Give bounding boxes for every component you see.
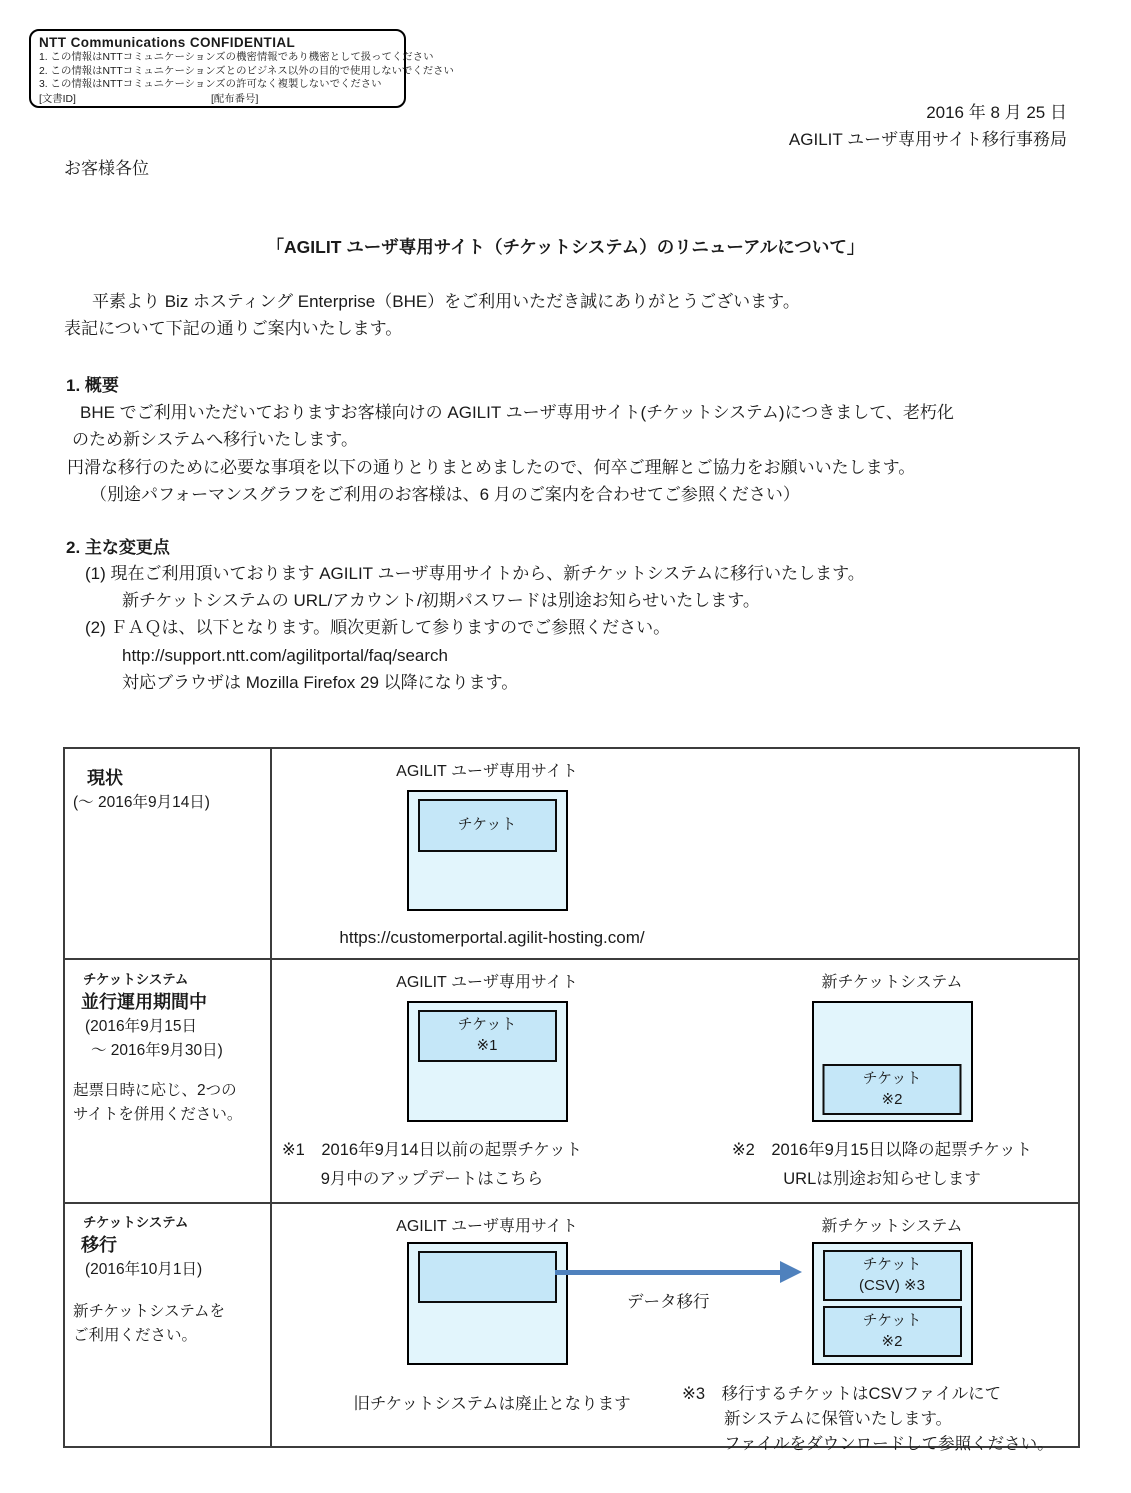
confidential-box — [29, 29, 454, 108]
intro-line-2: 表記について下記の通りご案内いたします。 — [64, 319, 403, 338]
table-row-parallel — [65, 958, 1078, 1202]
row2-new-ticket-line1: チケット — [862, 1069, 922, 1087]
row3-label-line1: チケットシステム — [83, 1215, 189, 1230]
row3-label-cell — [65, 1204, 272, 1446]
section1-line-3: 円滑な移行のために必要な事項を以下の通りとりまとめましたので、何卒ご理解とご協力をお願いいたします。 — [67, 457, 916, 477]
date-text: 2016 年 8 月 25 日 — [926, 103, 1067, 122]
row2-old-ticket-line1: チケット — [457, 1016, 517, 1034]
row2-new-system-diagram — [731, 972, 1033, 1194]
row3-csv-ticket-box — [823, 1250, 962, 1301]
row3-content-cell — [272, 1204, 1078, 1453]
row2-old-site-diagram — [281, 972, 602, 1194]
row2-content-cell — [272, 960, 1078, 1202]
row3-note3 — [682, 1382, 1054, 1457]
migration-table — [63, 747, 1080, 1453]
section2-item1-line1: (1) 現在ご利用頂いております AGILIT ユーザ専用サイトから、新チケットシステムに移行いたします。 — [85, 564, 865, 583]
row3-label-note2: ご利用ください。 — [73, 1327, 198, 1344]
row2-label-note1: 起票日時に応じ、2つの — [73, 1082, 237, 1099]
row2-new-caption-line1: ※2 2016年9月15日以降の起票チケット — [731, 1141, 1033, 1159]
row1-label-cell — [65, 749, 272, 958]
row1-ticket-box — [418, 799, 557, 852]
row2-old-caption — [267, 1136, 597, 1194]
row2-label-line1: チケットシステム — [83, 972, 189, 987]
distribution-number-label: [配布番号] — [211, 93, 259, 105]
sender-text: AGILIT ユーザ専用サイト移行事務局 — [788, 130, 1067, 149]
row2-old-heading: AGILIT ユーザ専用サイト — [396, 974, 578, 991]
row2-new-caption-line2: URLは別途お知らせします — [783, 1170, 981, 1188]
row3-note3-line1: ※3 移行するチケットはCSVファイルにて — [682, 1385, 1002, 1403]
section1-heading: 1. 概要 — [66, 376, 119, 395]
row1-ticket-label: チケット — [457, 816, 517, 834]
row3-new-ticket-line1: チケット — [862, 1311, 922, 1329]
row3-label-note1: 新チケットシステムを — [73, 1303, 226, 1320]
doc-id-label: [文書ID] — [39, 93, 76, 105]
section1-line-2: のため新システムへ移行いたします。 — [72, 430, 358, 450]
row3-new-ticket-box — [823, 1306, 962, 1357]
table-row-current — [65, 749, 1078, 958]
data-migration-arrow-line — [555, 1270, 783, 1275]
row3-old-caption: 旧チケットシステムは廃止となります — [353, 1395, 631, 1413]
section2-item1-line2: 新チケットシステムの URL/アカウント/初期パスワードは別途お知らせいたします。 — [122, 591, 760, 611]
row3-old-site-box — [407, 1242, 568, 1365]
confidential-rule-1: 1. この情報はNTTコミュニケーションズの機密情報であり機密として扱ってください — [39, 52, 434, 63]
row3-empty-ticket-box — [418, 1251, 557, 1303]
row1-label-period: (～ 2016年9月14日) — [73, 794, 210, 811]
confidential-rule-2: 2. この情報はNTTコミュニケーションズとのビジネス以外の目的で使用しないでください — [39, 65, 454, 77]
document-title: 「AGILIT ユーザ専用サイト（チケットシステム）のリニューアルについて」 — [266, 237, 865, 257]
row3-new-system-diagram — [777, 1216, 1007, 1365]
faq-url-text: http://support.ntt.com/agilitportal/faq/search — [122, 645, 449, 665]
row2-label-line3: (2016年9月15日 — [85, 1018, 198, 1035]
confidential-id-row — [39, 93, 396, 107]
row2-label-note2: サイトを併用ください。 — [73, 1106, 243, 1123]
salutation: お客様各位 — [64, 159, 149, 178]
row2-old-ticket-box — [418, 1010, 557, 1062]
confidential-title: NTT Communications CONFIDENTIAL — [39, 35, 296, 50]
row3-label-line2: 移行 — [81, 1235, 117, 1255]
row1-old-site-diagram — [372, 761, 602, 911]
row1-site-heading: AGILIT ユーザ専用サイト — [396, 763, 578, 780]
row2-old-caption-line2: 9月中のアップデートはこちら — [320, 1170, 544, 1188]
row3-new-site-box — [812, 1242, 973, 1365]
row3-note3-line3: ファイルをダウンロードして参照ください。 — [724, 1435, 1054, 1453]
row1-label-title: 現状 — [87, 768, 123, 788]
section1-body — [64, 399, 954, 509]
row3-old-heading: AGILIT ユーザ専用サイト — [396, 1218, 578, 1235]
intro-paragraph — [64, 288, 800, 342]
section2-item2-line3: 対応ブラウザは Mozilla Firefox 29 以降になります。 — [122, 672, 519, 692]
row3-note3-line2: 新システムに保管いたします。 — [724, 1410, 953, 1428]
row2-new-site-box — [812, 1001, 973, 1122]
row2-new-caption — [707, 1136, 1057, 1194]
section2-item2-line1: (2) ＦＡＱは、以下となります。順次更新して参りますのでご参照ください。 — [85, 618, 671, 638]
row3-csv-ticket-line1: チケット — [862, 1255, 922, 1273]
data-migration-arrow-label: データ移行 — [627, 1293, 710, 1311]
row3-csv-ticket-line2: (CSV) ※3 — [859, 1276, 925, 1294]
row2-label-line4: ～ 2016年9月30日) — [91, 1042, 223, 1059]
row2-new-ticket-line2: ※2 — [881, 1090, 903, 1108]
section1-line-4: （別途パフォーマンスグラフをご利用のお客様は、6 月のご案内を合わせてご参照ください） — [90, 485, 800, 505]
header-date-block — [789, 99, 1067, 153]
table-row-migration — [65, 1202, 1078, 1453]
row3-old-site-diagram — [372, 1216, 602, 1365]
row2-label-cell — [65, 960, 272, 1202]
row2-old-caption-line1: ※1 2016年9月14日以前の起票チケット — [281, 1141, 583, 1159]
row2-label-line2: 並行運用期間中 — [81, 992, 207, 1012]
confidential-rule-3: 3. この情報はNTTコミュニケーションズの許可なく複製しないでください — [39, 79, 382, 91]
row1-content-cell — [272, 749, 1078, 958]
row1-site-box — [407, 790, 568, 911]
row2-old-site-box — [407, 1001, 568, 1122]
section1-line-1: BHE でご利用いただいておりますお客様向けの AGILIT ユーザ専用サイト(チケットシステム)につきまして、老朽化 — [80, 403, 954, 422]
section2-body — [85, 560, 865, 696]
row3-new-heading: 新チケットシステム — [821, 1218, 963, 1235]
section2-heading: 2. 主な変更点 — [66, 538, 170, 557]
row3-new-ticket-line2: ※2 — [881, 1332, 903, 1350]
row3-label-line3: (2016年10月1日) — [85, 1261, 203, 1278]
row1-site-url: https://customerportal.agilit-hosting.com/ — [339, 928, 645, 947]
row2-new-heading: 新チケットシステム — [821, 974, 963, 991]
row2-old-ticket-line2: ※1 — [476, 1037, 498, 1054]
row2-new-ticket-box — [823, 1064, 962, 1115]
intro-line-1: 平素より Biz ホスティング Enterprise（BHE）をご利用いただき誠にありがとうございます。 — [92, 292, 800, 311]
